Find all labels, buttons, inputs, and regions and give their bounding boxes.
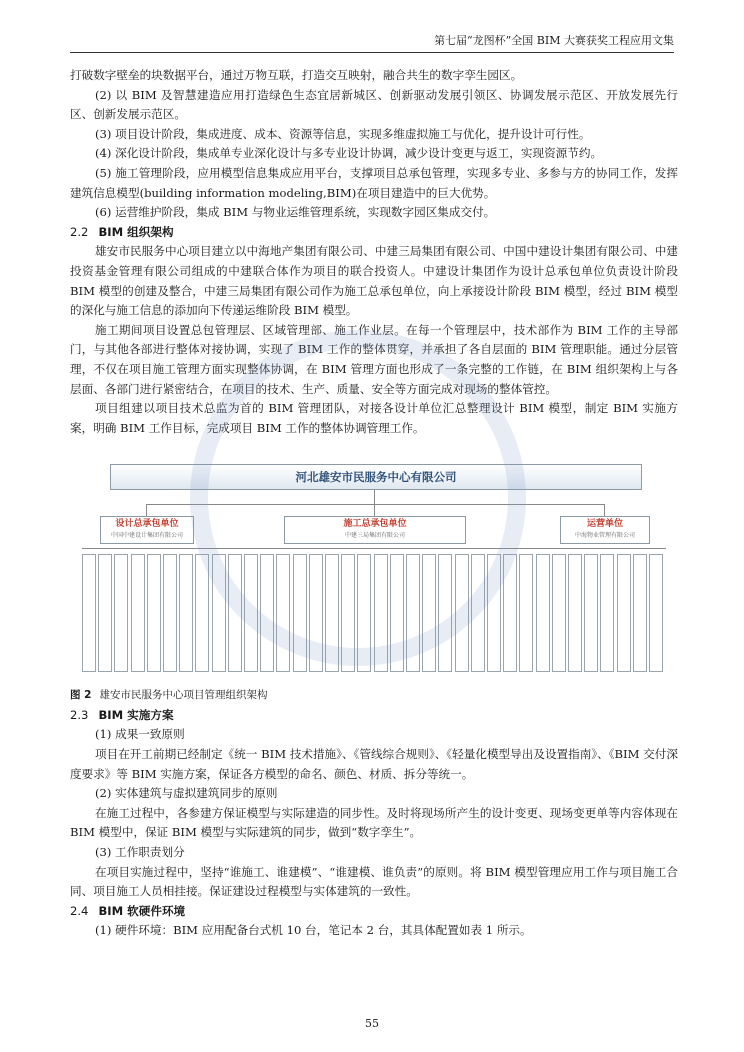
connector-line bbox=[146, 504, 604, 505]
org-chart-figure bbox=[70, 446, 678, 686]
sub-unit-box bbox=[519, 554, 533, 672]
sub-unit-box bbox=[374, 554, 388, 672]
figure-caption-text: 雄安市民服务中心项目管理组织架构 bbox=[99, 689, 268, 702]
sub-unit-box bbox=[487, 554, 501, 672]
section-title: BIM 实施方案 bbox=[98, 707, 174, 722]
figure-number: 图 2 bbox=[70, 689, 92, 702]
sub-unit-box bbox=[82, 554, 96, 672]
sub-unit-box bbox=[406, 554, 420, 672]
subheading: (2) 实体建筑与虚拟建筑同步的原则 bbox=[95, 786, 278, 801]
intro-line: 打破数字壁垒的块数据平台，通过万物互联，打造交互映射，融合共生的数字孪生园区。 bbox=[70, 68, 523, 82]
operator-title: 运营单位 bbox=[586, 519, 623, 530]
subheading: (1) 成果一致原则 bbox=[95, 727, 185, 742]
connector-line bbox=[146, 504, 147, 516]
article-body bbox=[70, 66, 678, 941]
running-header: 第七届“龙图杯”全国 BIM 大赛获奖工程应用文集 bbox=[70, 30, 674, 53]
sub-unit-box bbox=[568, 554, 582, 672]
construction-contractor-sub: 中建三局集团有限公司 bbox=[344, 532, 405, 540]
section-heading bbox=[70, 902, 678, 922]
sub-unit-box bbox=[276, 554, 290, 672]
operator-box bbox=[560, 516, 650, 544]
sub-unit-box bbox=[228, 554, 242, 672]
subheading: (3) 工作职责划分 bbox=[95, 845, 185, 860]
sub-unit-box bbox=[244, 554, 258, 672]
sub-unit-box bbox=[536, 554, 550, 672]
sub-unit-box bbox=[503, 554, 517, 672]
intro-line: (3) 项目设计阶段，集成进度、成本、资源等信息，实现多维虚拟施工与优化，提升设计可行性。 bbox=[95, 126, 591, 141]
paragraph: 施工期间项目设置总包管理层、区域管理部、施工作业层。在每一个管理层中，技术部作为 BIM 工作的主导部门，与其他各部进行整体对接协调，实现了 BIM 工作的整体贯穿，并承担了各自层面的 BIM 管理职能。通过分层管理，不仅在项目施工管理方面实现整体协调，在 BIM 管理方面也形成了一条完整的工作链，在 BIM 组织架构上与各层面、各部门进行紧密结合，在项目的技术、生产、质量、安全等方面完成对现场的整体管控。 bbox=[70, 322, 678, 396]
section-title: BIM 组织架构 bbox=[98, 224, 174, 239]
sub-unit-box bbox=[357, 554, 371, 672]
connector-line bbox=[374, 504, 375, 516]
section-number: 2.3 bbox=[70, 707, 89, 722]
sub-unit-box bbox=[163, 554, 177, 672]
connector-line bbox=[374, 490, 375, 504]
construction-contractor-box bbox=[284, 516, 466, 544]
intro-line: (2) 以 BIM 及智慧建造应用打造绿色生态宜居新城区、创新驱动发展引领区、协调发展示范区、开放发展先行区、创新发展示范区。 bbox=[70, 87, 678, 122]
connector-line bbox=[604, 504, 605, 516]
sub-unit-box bbox=[584, 554, 598, 672]
sub-unit-box bbox=[260, 554, 274, 672]
paragraph: 雄安市民服务中心项目建立以中海地产集团有限公司、中建三局集团有限公司、中国中建设计集团有限公司、中建投资基金管理有限公司组成的中建联合体作为项目的联合投资人。中建设计集团作为设计总承包单位负责设计阶段 BIM 模型的创建及整合，中建三局集团有限公司作为施工总承包单位，向上承接设计阶段 BIM 模型，经过 BIM 模型的深化与施工信息的添加向下传递运维阶段 BIM 模型。 bbox=[70, 244, 678, 318]
paragraph: 在项目实施过程中，坚持“谁施工、谁建模”、“谁建模、谁负责”的原则。将 BIM 模型管理应用工作与项目施工合同、项目施工人员相挂接。保证建设过程模型与实体建筑的一致性。 bbox=[70, 864, 678, 899]
connector-line bbox=[82, 548, 666, 549]
section-heading bbox=[70, 223, 678, 243]
sub-unit-box bbox=[438, 554, 452, 672]
sub-unit-box bbox=[471, 554, 485, 672]
org-top-box: 河北雄安市民服务中心有限公司 bbox=[110, 464, 642, 490]
paragraph: 项目组建以项目技术总监为首的 BIM 管理团队，对接各设计单位汇总整理设计 BIM 模型，制定 BIM 实施方案，明确 BIM 工作目标，完成项目 BIM 工作的整体协调管理工作。 bbox=[70, 401, 678, 435]
sub-unit-box bbox=[212, 554, 226, 672]
sub-unit-box bbox=[293, 554, 307, 672]
sub-unit-box bbox=[633, 554, 647, 672]
sub-unit-box bbox=[341, 554, 355, 672]
design-contractor-box bbox=[100, 516, 194, 544]
sub-unit-box bbox=[179, 554, 193, 672]
page-number: 55 bbox=[365, 1017, 379, 1030]
sub-unit-box bbox=[147, 554, 161, 672]
sub-unit-box bbox=[309, 554, 323, 672]
sub-unit-box bbox=[649, 554, 663, 672]
sub-unit-box bbox=[390, 554, 404, 672]
design-contractor-title: 设计总承包单位 bbox=[115, 519, 179, 530]
sub-unit-box bbox=[552, 554, 566, 672]
paragraph: (1) 硬件环境：BIM 应用配备台式机 10 台，笔记本 2 台，其具体配置如表 1 所示。 bbox=[95, 923, 532, 938]
intro-line: (5) 施工管理阶段，应用模型信息集成应用平台，支撑项目总承包管理，实现多专业、多参与方的协同工作，发挥建筑信息模型(building information modeling,BIM)在项目建造中的巨大优势。 bbox=[70, 165, 678, 200]
section-title: BIM 软硬件环境 bbox=[98, 903, 186, 918]
section-number: 2.4 bbox=[70, 903, 89, 918]
paragraph: 在施工过程中，各参建方保证模型与实际建造的同步性。及时将现场所产生的设计变更、现场变更单等内容体现在 BIM 模型中，保证 BIM 模型与实际建筑的同步，做到“数字孪生”。 bbox=[70, 805, 678, 840]
sub-unit-box bbox=[617, 554, 631, 672]
sub-unit-box bbox=[422, 554, 436, 672]
figure-caption bbox=[70, 686, 678, 706]
sub-unit-box bbox=[195, 554, 209, 672]
paragraph: 项目在开工前期已经制定《统一 BIM 技术措施》、《管线综合规则》、《轻量化模型导出及设置指南》、《BIM 交付深度要求》等 BIM 实施方案，保证各方模型的命名、颜色、材质、拆分等统一。 bbox=[70, 747, 678, 781]
design-contractor-sub: 中国中建设计集团有限公司 bbox=[110, 532, 183, 540]
sub-unit-box bbox=[600, 554, 614, 672]
intro-line: (6) 运营维护阶段，集成 BIM 与物业运维管理系统，实现数字园区集成交付。 bbox=[95, 205, 496, 220]
section-number: 2.2 bbox=[70, 224, 89, 239]
sub-unit-box bbox=[131, 554, 145, 672]
sub-unit-box bbox=[325, 554, 339, 672]
sub-unit-box bbox=[114, 554, 128, 672]
construction-contractor-title: 施工总承包单位 bbox=[343, 519, 407, 530]
sub-unit-box bbox=[98, 554, 112, 672]
section-heading bbox=[70, 706, 678, 726]
intro-line: (4) 深化设计阶段，集成单专业深化设计与多专业设计协调，减少设计变更与返工，实现资源节约。 bbox=[95, 146, 603, 161]
operator-sub: 中海物业管理有限公司 bbox=[574, 532, 635, 540]
sub-unit-box bbox=[455, 554, 469, 672]
